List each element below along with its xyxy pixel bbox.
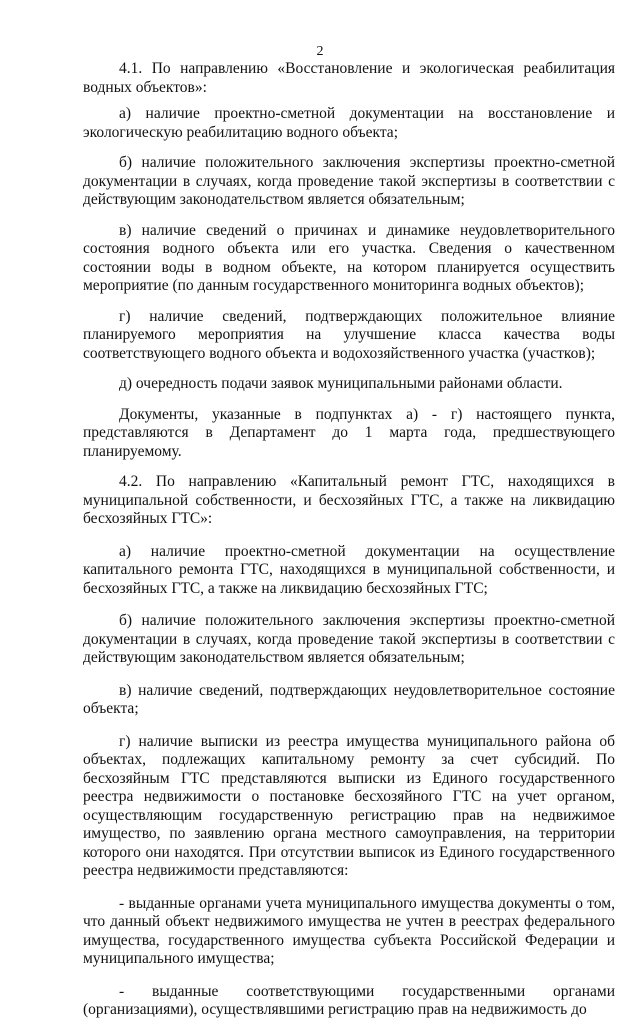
paragraph-4-2-b: б) наличие положительного заключения экспертизы проектно-сметной документации в случаях, когда проведение такой экспертизы в соответствии с действующим законодательством является обязательным; — [83, 612, 615, 666]
paragraph-4-1-d: д) очередность подачи заявок муниципальными районами области. — [119, 375, 563, 392]
paragraph-4-2-a: а) наличие проектно-сметной документации на осуществление капитального ремонта ГТС, находящихся в муниципальной собственности, и бесхозяйных ГТС, а также на ликвидацию бесхозяйных ГТС; — [83, 542, 615, 597]
paragraph-4-2-dash-2: - выданные соответствующими государственными органами (организациями), осуществлявшими регистрацию прав на недвижимость до — [83, 982, 615, 1018]
paragraph-4-1-g: г) наличие сведений, подтверждающих положительное влияние планируемого мероприятия на улучшение класса качества воды соответствующего водного объекта и водохозяйственного участка (участков); — [83, 307, 615, 362]
paragraph-4-1-v: в) наличие сведений о причинах и динамике неудовлетворительного состояния водного объекта или его участка. Сведения о качественном состоянии воды в водном объекте, на котором планируется осуществить мероприятие (по данным государственного мониторинга водных объектов); — [83, 221, 615, 294]
paragraph-4-1-b: б) наличие положительного заключения экспертизы проектно-сметной документации в случаях, когда проведение такой экспертизы в соответствии с действующим законодательством является обязательным; — [83, 154, 615, 208]
paragraph-4-2-v: в) наличие сведений, подтверждающих неудовлетворительное состояние объекта; — [83, 681, 615, 717]
paragraph-4-1-heading: 4.1. По направлению «Восстановление и экологическая реабилитация водных объектов»: — [83, 60, 615, 96]
paragraph-4-2-heading: 4.2. По направлению «Капитальный ремонт ГТС, находящихся в муниципальной собственности, и бесхозяйных ГТС, а также на ликвидацию бесхозяйных ГТС»: — [83, 473, 615, 527]
page-number: 2 — [316, 44, 324, 59]
paragraph-4-2-g: г) наличие выписки из реестра имущества муниципального района об объектах, подлежащих капитальному ремонту за счет субсидий. По бесхозяйным ГТС представляются выписки из Единого государственного реестра недвижимости о постановке бесхозяйного ГТС на учет органом, осуществляющим государственную регистрацию прав на недвижимое имущество, по заявлению органа местного самоуправления, на территории которого они находятся. При отсутствии выписок из Единого государственного реестра недвижимости представляются: — [83, 732, 615, 879]
paragraph-4-1-a: а) наличие проектно-сметной документации на восстановление и экологическую реабилитацию водного объекта; — [83, 105, 615, 141]
paragraph-4-2-dash-1: - выданные органами учета муниципального имущества документы о том, что данный объект недвижимого имущества не учтен в реестрах федерального имущества, государственного имущества субъекта Российской Федерации и муниципального имущества; — [83, 894, 615, 967]
paragraph-4-1-deadline: Документы, указанные в подпунктах а) - г) настоящего пункта, представляются в Департамент до 1 марта года, предшествующего планируемому. — [83, 405, 615, 460]
document-body — [83, 60, 615, 1028]
